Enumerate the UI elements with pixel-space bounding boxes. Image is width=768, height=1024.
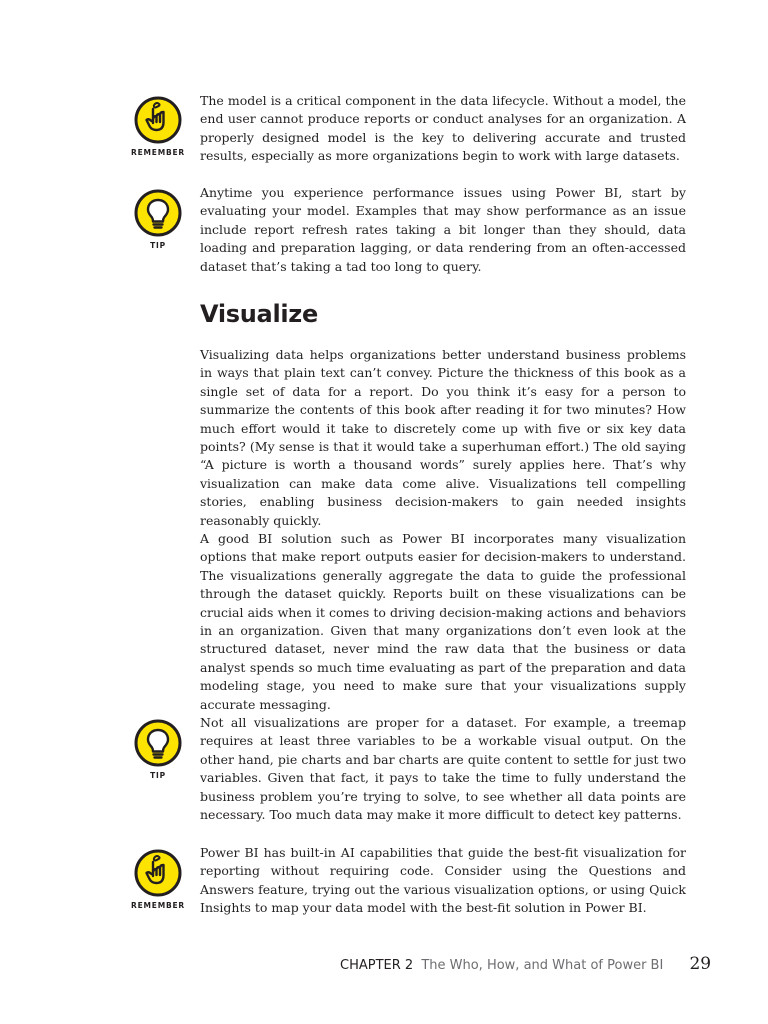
- footer-chapter-title: The Who, How, and What of Power BI: [421, 958, 664, 973]
- remember-label-2: REMEMBER: [131, 901, 185, 910]
- remember-label-1: REMEMBER: [131, 148, 185, 157]
- tip-callout-2: [125, 719, 191, 780]
- lightbulb-icon: [134, 189, 182, 237]
- lightbulb-icon: [134, 719, 182, 767]
- paragraph-ai-capabilities: Power BI has built-in AI capabilities that guide the best-fit visualization for reporting without requiring code. Consider using the Questions and Answers feature, trying out the various visualization options, or using Quick Insights to map your data model with the best-fit solution in Power BI.: [200, 845, 686, 916]
- section-heading: Visualize: [200, 300, 318, 328]
- paragraph-visualization-tip: Not all visualizations are proper for a dataset. For example, a treemap requires at least three variables to be a workable visual output. On the other hand, pie charts and bar charts are quite content to settle for just two variables. Given that fact, it pays to take the time to fully understand the business problem you’re trying to solve, to see whether all data points are necessary. Too much data may make it more difficult to detect key patterns.: [200, 715, 686, 823]
- paragraph-good-bi-solution: A good BI solution such as Power BI incorporates many visualization options that make report outputs easier for decision-makers to understand. The visualizations generally aggregate the data to guide the professional through the dataset quickly. Reports built on these visualizations can be crucial aids when it comes to driving decision-making actions and behaviors in an organization. Given that many organizations don’t even look at the structured dataset, never mind the raw data that the business or data analyst spends so much time evaluating as part of the preparation and data modeling stage, you need to make sure that your visualizations supply accurate messaging.: [200, 531, 686, 712]
- page-footer: [340, 954, 712, 974]
- paragraph-performance-tip: Anytime you experience performance issues using Power BI, start by evaluating your model. Examples that may show performance as an issue include report refresh rates taking a bit longer than they should, data loading and preparation lagging, or data rendering from an often-accessed dataset that’s taking a tad too long to query.: [200, 185, 686, 274]
- tip-callout-1: [125, 189, 191, 250]
- remember-finger-icon: [134, 849, 182, 897]
- paragraph-visualizing-data: Visualizing data helps organizations better understand business problems in ways that plain text can’t convey. Picture the thickness of this book as a single set of data for a report. Do you think it’s easy for a person to summarize the contents of this book after reading it for two minutes? How much effort would it take to discretely come up with five or six key data points? (My sense is that it would take a superhuman effort.) The old saying “A picture is worth a thousand words” surely applies here. That’s why visualization can make data come alive. Visualizations tell compelling stories, enabling business decision-makers to gain needed insights reasonably quickly.: [200, 347, 686, 528]
- tip-label-1: TIP: [150, 241, 166, 250]
- tip-label-2: TIP: [150, 771, 166, 780]
- page-number: 29: [689, 954, 712, 974]
- remember-callout-1: [125, 96, 191, 157]
- remember-finger-icon: [134, 96, 182, 144]
- paragraph-model-importance: The model is a critical component in the data lifecycle. Without a model, the end user cannot produce reports or conduct analyses for an organization. A properly designed model is the key to delivering accurate and trusted results, especially as more organizations begin to work with large datasets.: [200, 93, 686, 164]
- remember-callout-2: [125, 849, 191, 910]
- footer-chapter: CHAPTER 2: [340, 958, 414, 973]
